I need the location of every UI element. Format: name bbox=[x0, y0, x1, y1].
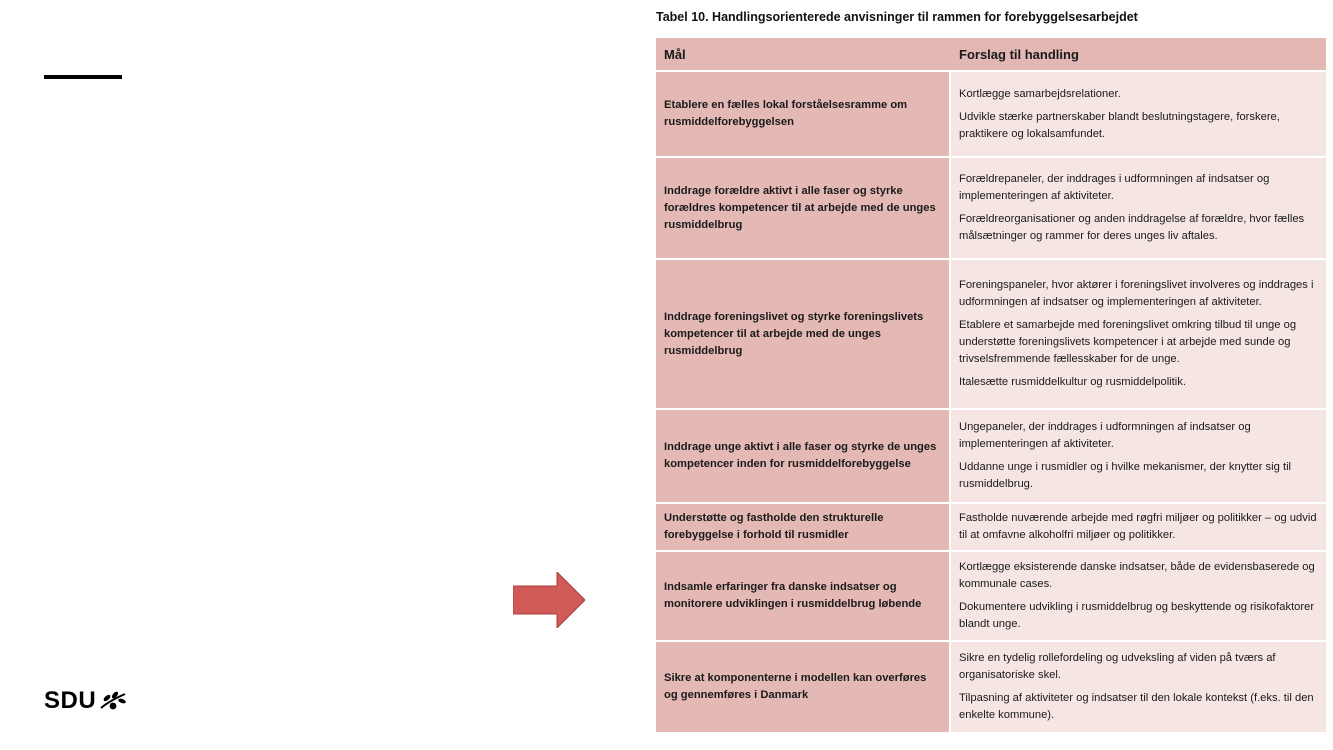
action-item: Ungepaneler, der inddrages i udformningen af indsatser og implementeringen af aktiviteter. bbox=[959, 421, 1251, 450]
actions-cell bbox=[951, 552, 1326, 640]
actions-cell bbox=[951, 504, 1326, 550]
actions-cell bbox=[951, 642, 1326, 732]
actions-cell bbox=[951, 158, 1326, 258]
action-item: Dokumentere udvikling i rusmiddelbrug og beskyttende og risikofaktorer blandt unge. bbox=[959, 601, 1315, 630]
action-item: Kortlægge eksisterende danske indsatser, både de evidensbaserede og kommunale cases. bbox=[959, 561, 1315, 590]
actions-cell bbox=[951, 260, 1326, 408]
sdu-leaf-icon bbox=[98, 690, 128, 712]
table-row bbox=[656, 72, 1326, 156]
right-arrow-icon bbox=[513, 572, 585, 628]
goal-cell: Sikre at komponenterne i modellen kan overføres og gennemføres i Danmark bbox=[656, 642, 951, 732]
goal-cell: Inddrage unge aktivt i alle faser og styrke de unges kompetencer inden for rusmiddelforebyggelse bbox=[656, 410, 951, 502]
goal-cell: Inddrage forældre aktivt i alle faser og styrke forældres kompetencer til at arbejde med de unges rusmiddelbrug bbox=[656, 158, 951, 258]
action-table bbox=[656, 36, 1326, 734]
goal-cell: Etablere en fælles lokal forståelsesramme om rusmiddelforebyggelsen bbox=[656, 72, 951, 156]
action-item: Fastholde nuværende arbejde med røgfri miljøer og politikker – og udvid til at omfavne alkoholfri miljøer og politikker. bbox=[959, 512, 1317, 541]
header-actions: Forslag til handling bbox=[951, 38, 1326, 70]
table-row bbox=[656, 552, 1326, 640]
actions-cell bbox=[951, 72, 1326, 156]
action-item: Uddanne unge i rusmidler og i hvilke mekanismer, der knytter sig til rusmiddelbrug. bbox=[959, 461, 1292, 490]
goal-cell: Inddrage foreningslivet og styrke foreningslivets kompetencer til at arbejde med de unges rusmiddelbrug bbox=[656, 260, 951, 408]
sdu-logo bbox=[44, 686, 128, 716]
table-row bbox=[656, 504, 1326, 550]
action-item: Forældreorganisationer og anden inddragelse af forældre, hvor fælles målsætninger og rammer for deres unges liv aftales. bbox=[959, 213, 1305, 242]
goal-cell: Understøtte og fastholde den strukturelle forebyggelse i forhold til rusmidler bbox=[656, 504, 951, 550]
accent-line bbox=[44, 75, 122, 79]
action-item: Foreningspaneler, hvor aktører i foreningslivet involveres og inddrages i udformningen af indsatser og implementeringen af aktiviteter. bbox=[959, 279, 1314, 308]
actions-cell bbox=[951, 410, 1326, 502]
table-row bbox=[656, 410, 1326, 502]
action-item: Udvikle stærke partnerskaber blandt beslutningstagere, forskere, praktikere og lokalsamfundet. bbox=[959, 110, 1280, 140]
table-row bbox=[656, 260, 1326, 408]
action-item: Forældrepaneler, der inddrages i udformningen af indsatser og implementeringen af aktiviteter. bbox=[959, 173, 1270, 202]
action-item: Tilpasning af aktiviteter og indsatser til den lokale kontekst (f.eks. til den enkelte kommune). bbox=[959, 692, 1314, 721]
header-goal: Mål bbox=[656, 38, 951, 70]
logo-text: SDU bbox=[44, 687, 97, 714]
action-item: Kortlægge samarbejdsrelationer. bbox=[959, 87, 1121, 100]
table-row bbox=[656, 642, 1326, 732]
goal-cell: Indsamle erfaringer fra danske indsatser og monitorere udviklingen i rusmiddelbrug løbende bbox=[656, 552, 951, 640]
action-item: Italesætte rusmiddelkultur og rusmiddelpolitik. bbox=[959, 376, 1186, 388]
table-row bbox=[656, 158, 1326, 258]
action-item: Etablere et samarbejde med foreningslivet omkring tilbud til unge og understøtte foreningslivets kompetencer i at arbejde med sunde og trivselsfremmende fællesskaber for de unge. bbox=[959, 319, 1297, 365]
table-title: Tabel 10. Handlingsorienterede anvisninger til rammen for forebyggelsesarbejdet bbox=[656, 10, 1138, 24]
table-header-row bbox=[656, 38, 1326, 70]
action-item: Sikre en tydelig rollefordeling og udveksling af viden på tværs af organisatoriske skel. bbox=[959, 652, 1276, 681]
